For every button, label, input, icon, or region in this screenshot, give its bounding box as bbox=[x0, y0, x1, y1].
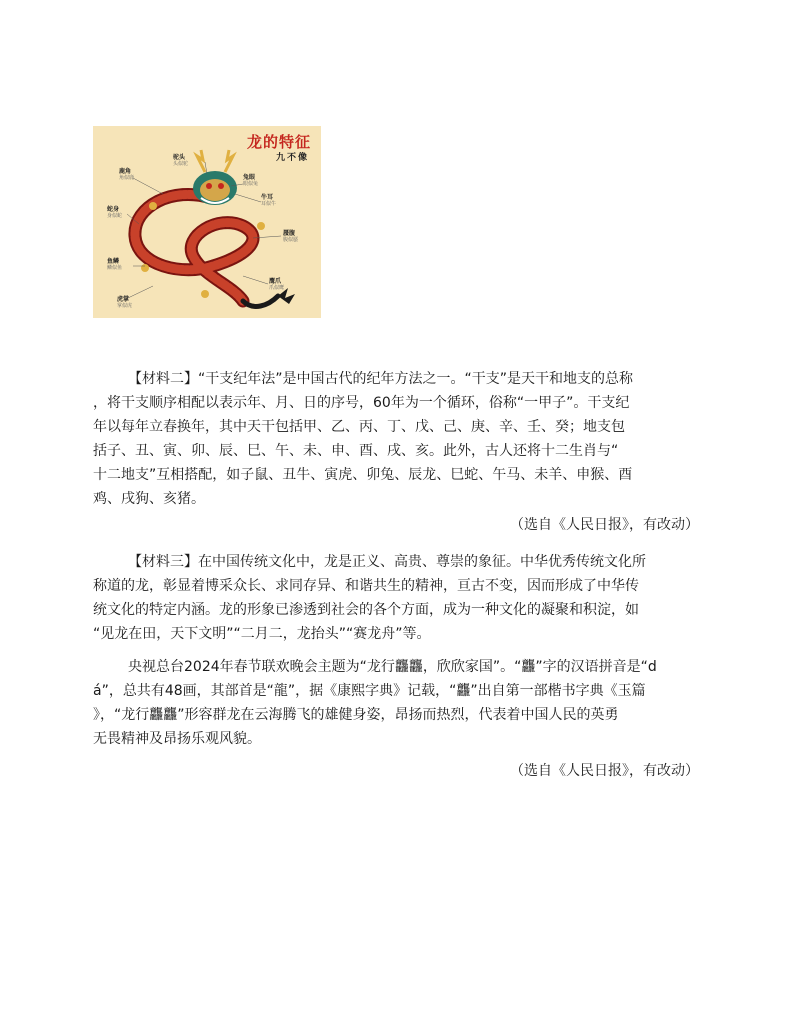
line: 【材料二】“干支纪年法”是中国古代的纪年方法之一。“干支”是天干和地支的总称 bbox=[128, 371, 634, 387]
line: 年以每年立春换年，其中天干包括甲、乙、丙、丁、戊、己、庚、辛、壬、癸；地支包 bbox=[93, 419, 625, 435]
line: 【材料三】在中国传统文化中，龙是正义、高贵、尊崇的象征。中华优秀传统文化所 bbox=[128, 554, 646, 570]
line: 称道的龙，彰显着博采众长、求同存异、和谐共生的精神，亘古不变，因而形成了中华传 bbox=[93, 578, 639, 594]
label-tu-yan: 兔眼 眼似兔 bbox=[243, 174, 259, 187]
label-niu-er: 牛耳 耳似牛 bbox=[261, 194, 277, 207]
label-tuo-tou: 驼头 头似驼 bbox=[173, 154, 189, 167]
dragon-illustration bbox=[93, 126, 321, 318]
label-hu-zhang: 虎掌 掌似虎 bbox=[117, 296, 133, 309]
material-two-paragraph bbox=[93, 367, 699, 511]
label-she-shen: 蛇身 身似蛇 bbox=[107, 206, 123, 219]
line: 央视总台2024年春节联欢晚会主题为“龙行龘龘，欣欣家国”。“龘”字的汉语拼音是“d bbox=[128, 659, 657, 675]
line: 括子、丑、寅、卯、辰、巳、午、未、申、酉、戌、亥。此外，古人还将十二生肖与“ bbox=[93, 443, 619, 459]
label-yu-lin: 鱼鳞 鳞似鱼 bbox=[107, 258, 123, 271]
label-ying-zhao: 鹰爪 爪似鹰 bbox=[269, 278, 285, 291]
line: 统文化的特定内涵。龙的形象已渗透到社会的各个方面，成为一种文化的凝聚和积淀，如 bbox=[93, 602, 639, 618]
label-lu-jiao: 鹿角 角似鹿 bbox=[119, 168, 135, 181]
material-three-paragraph bbox=[93, 550, 699, 646]
line: 十二地支”互相搭配，如子鼠、丑牛、寅虎、卯兔、辰龙、巳蛇、午马、未羊、申猴、酉 bbox=[93, 467, 633, 483]
figure-subtitle: 九不像 bbox=[275, 153, 309, 163]
cctv-paragraph bbox=[93, 655, 699, 751]
material-two-source: （选自《人民日报》，有改动） bbox=[510, 517, 699, 533]
line: 》，“龙行龘龘”形容群龙在云海腾飞的雄健身姿，昂扬而热烈，代表着中国人民的英勇 bbox=[93, 707, 619, 723]
line: ，将干支顺序相配以表示年、月、日的序号，60年为一个循环，俗称“一甲子”。干支纪 bbox=[93, 395, 630, 411]
figure-title: 龙的特征 bbox=[246, 133, 311, 151]
line: 鸡、戌狗、亥猪。 bbox=[93, 491, 205, 507]
line: 无畏精神及昂扬乐观风貌。 bbox=[93, 731, 261, 747]
label-shen-fu: 蜃腹 腹似蜃 bbox=[283, 230, 299, 243]
cctv-source: （选自《人民日报》，有改动） bbox=[510, 763, 699, 779]
line: “见龙在田，天下文明”“二月二，龙抬头”“赛龙舟”等。 bbox=[93, 626, 431, 642]
line: á”，总共有48画，其部首是“龍”，据《康熙字典》记载，“龘”出自第一部楷书字典《玉篇 bbox=[93, 683, 646, 699]
